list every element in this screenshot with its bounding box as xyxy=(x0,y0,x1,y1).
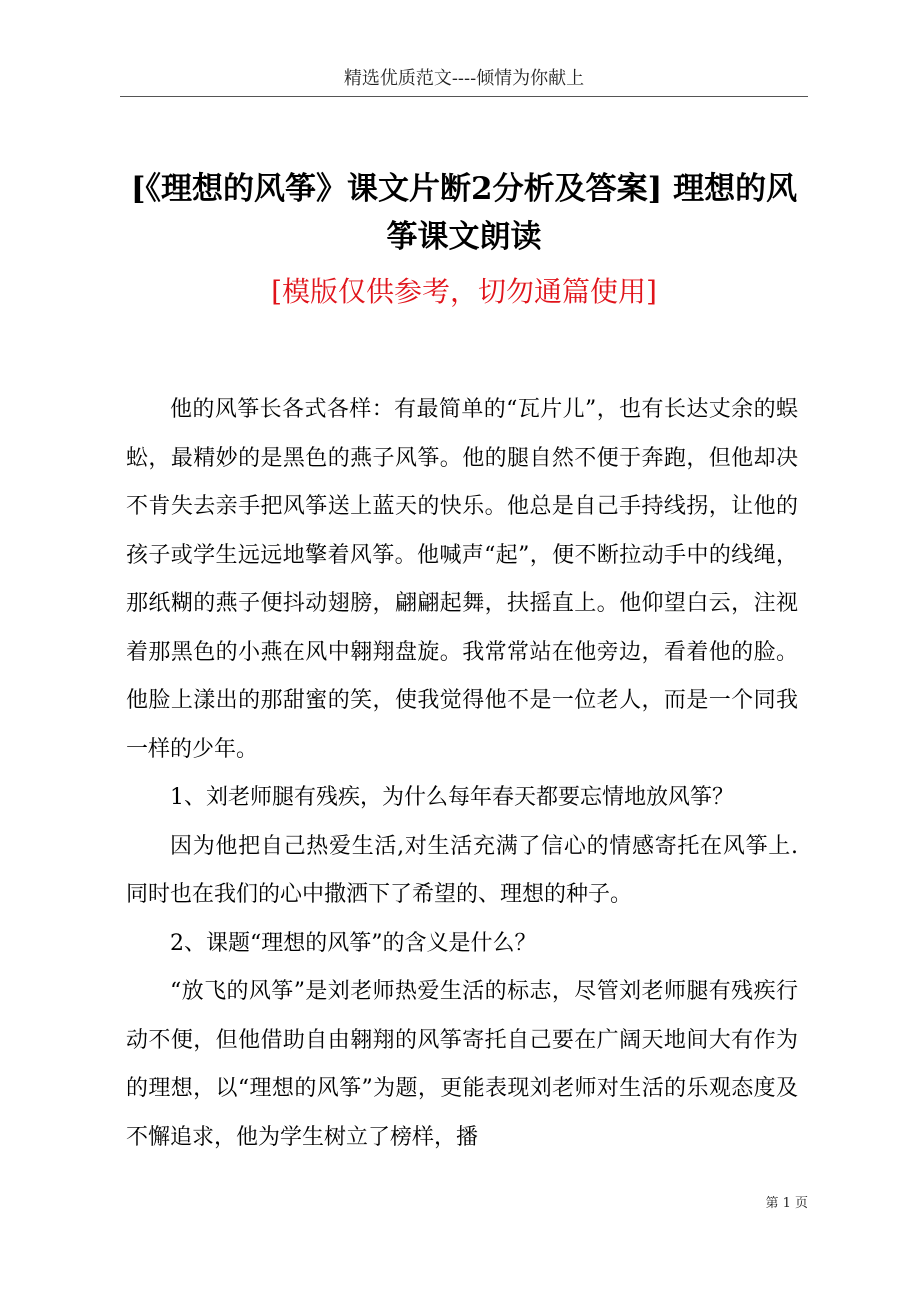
template-notice: [模版仅供参考，切勿通篇使用] xyxy=(271,275,657,308)
page-number: 第 1 页 xyxy=(765,1196,808,1211)
header-divider xyxy=(120,96,808,97)
page-header: 精选优质范文----倾情为你献上 xyxy=(343,68,585,89)
question-2: 2、课题“理想的风筝”的含义是什么？ xyxy=(170,930,537,956)
document-body xyxy=(126,386,798,1162)
paragraph-kite-description: 他的风筝长各式各样：有最简单的“瓦片儿”，也有长达丈余的蜈蚣，最精妙的是黑色的燕子风筝。他的腿自然不便于奔跑，但他却决不肯失去亲手把风筝送上蓝天的快乐。他总是自己手持线拐，让他的孩子或学生远远地擎着风筝。他喊声“起”，便不断拉动手中的线绳，那纸糊的燕子便抖动翅膀，翩翩起舞，扶摇直上。他仰望白云，注视着那黑色的小燕在风中翱翔盘旋。我常常站在他旁边，看着他的脸。他脸上漾出的那甜蜜的笑，使我觉得他不是一位老人，而是一个同我一样的少年。 xyxy=(126,397,798,762)
question-1: 1、刘老师腿有残疾，为什么每年春天都要忘情地放风筝？ xyxy=(170,785,734,810)
answer-2: “放飞的风筝”是刘老师热爱生活的标志，尽管刘老师腿有残疾行动不便，但他借助自由翱翔的风筝寄托自己要在广阔天地间大有作为的理想，以“理想的风筝”为题，更能表现刘老师对生活的乐观态度及不懈追求，他为学生树立了榜样，播 xyxy=(126,979,798,1150)
document-title: [《理想的风筝》课文片断2分析及答案] 理想的风筝课文朗读 xyxy=(130,171,798,255)
answer-1: 因为他把自己热爱生活,对生活充满了信心的情感寄托在风筝上.同时也在我们的心中撒洒下了希望的、理想的种子。 xyxy=(126,833,798,907)
